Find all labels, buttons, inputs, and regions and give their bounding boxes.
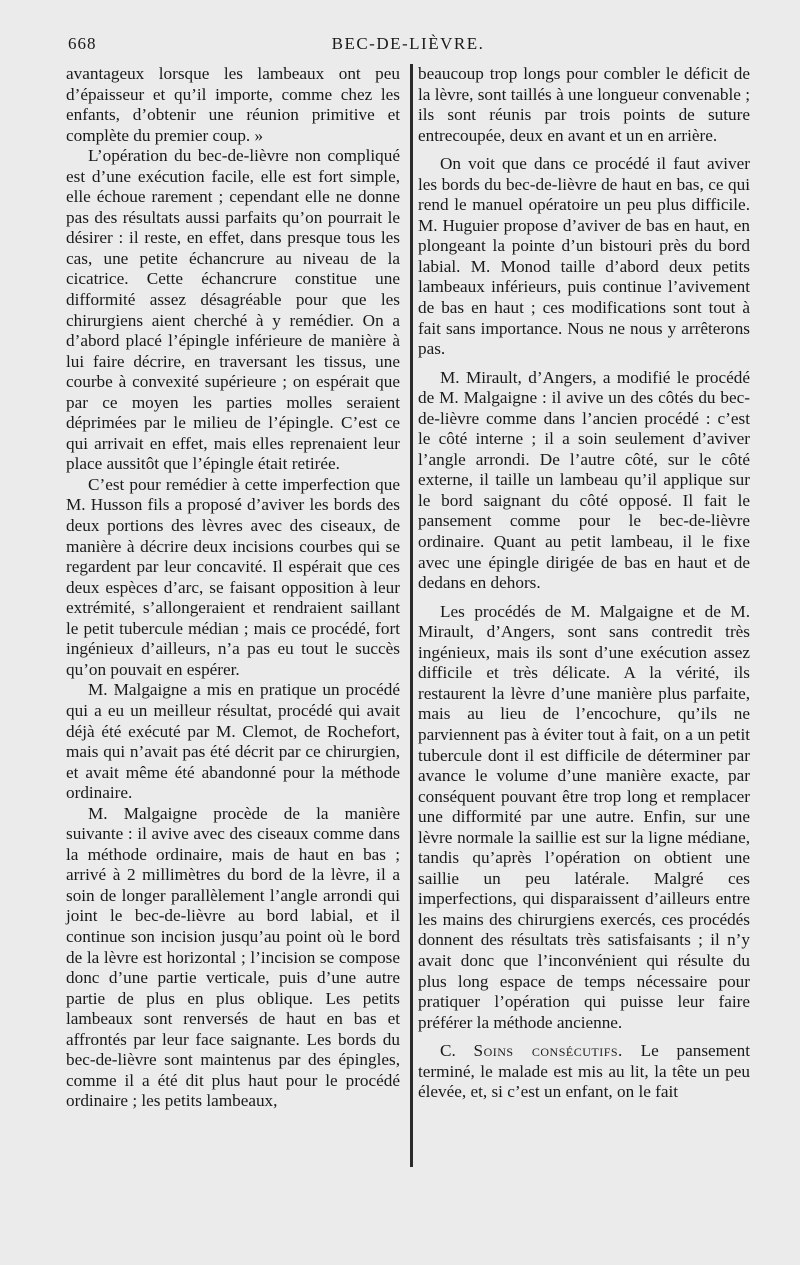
paragraph: L’opération du bec-de-lièvre non compliqué est d’une exécution facile, elle est fort simple, elle échoue rarement ; cependant elle ne donne pas des résultats aussi parfaits qu’on pourrait le désirer : il reste, en effet, dans presque tous les cas, une petite échancrure au niveau de la cicatrice. Cette échancrure constitue une difformité assez désagréable pour que les chirurgiens aient cherché à y remédier. On a d’abord placé l’épingle inférieure de manière à lui faire décrire, en traversant les tissus, une courbe à convexité supérieure ; on espérait que par ce moyen les parties molles seraient déprimées par le milieu de l’épingle. C’est ce qui arrivait en effet, mais elles reprenaient leur place aussitôt que l’épingle était retirée. — [66, 146, 400, 474]
paragraph: beaucoup trop longs pour combler le déficit de la lèvre, sont taillés à une longueur convenable ; ils sont réunis par trois points de suture entrecoupée, deux en avant et un en arrière. — [418, 64, 750, 145]
paragraph: M. Malgaigne procède de la manière suivante : il avive avec des ciseaux comme dans la méthode ordinaire, mais de haut en bas ; arrivé à 2 millimètres du bord de la lèvre, il a soin de longer parallèlement l’angle arrondi qui joint le bec-de-lièvre au bord labial, et il continue son incision jusqu’au point où le bord de la lèvre est horizontal ; l’incision se compose donc d’une partie verticale, puis d’une autre partie de plus en plus oblique. Les petits lambeaux sont renversés de haut en bas et affrontés par leur face saignante. Les bords du bec-de-lièvre sont maintenus par des épingles, comme il a été dit plus haut pour le procédé ordinaire ; les petits lambeaux, — [66, 803, 400, 1111]
paragraph: M. Mirault, d’Angers, a modifié le procédé de M. Malgaigne : il avive un des côtés du bec-de-lièvre comme dans l’ancien procédé : c’est le côté interne ; il a soin seulement d’aviver l’angle arrondi. De l’autre côté, sur le côté externe, il taille un lambeau qu’il applique sur le bord saignant du côté opposé. Il fait le pansement comme pour le bec-de-lièvre ordinaire. Quant au petit lambeau, il le fixe avec une épingle dirigée de bas en haut et de dedans en dehors. — [418, 367, 750, 593]
paragraph: avantageux lorsque les lambeaux ont peu d’épaisseur et qu’il importe, comme chez les enfants, d’obtenir une réunion primitive et complète du premier coup. » — [66, 64, 400, 145]
left-column — [66, 64, 400, 1112]
paragraph: M. Malgaigne a mis en pratique un procédé qui a eu un meilleur résultat, procédé qui avait déjà été exécuté par M. Clemot, de Rochefort, mais qui n’avait pas été décrit par ce chirurgien, et avait même été abandonné pour la méthode ordinaire. — [66, 680, 400, 803]
paragraph: Les procédés de M. Malgaigne et de M. Mirault, d’Angers, sont sans contredit très ingénieux, mais ils sont d’une exécution assez difficile et très délicate. A la vérité, ils restaurent la lèvre d’une manière plus parfaite, mais au lieu de l’encochure, qu’ils ne parviennent pas à éviter tout à fait, on a un petit tubercule dont il est difficile de déterminer par avance le volume d’une manière exacte, par conséquent pouvant être trop long et remplacer une difformité par une autre. Enfin, sur une lèvre normale la saillie est sur la ligne médiane, tandis qu’après l’opération on obtient une saillie un peu latérale. Malgré ces imperfections, qui disparaissent d’ailleurs entre les mains des chirurgiens exercés, ces procédés donnent des résultats très satisfaisants ; il n’y avait donc que l’inconvénient qui résulte du plus long espace de temps nécessaire pour pratiquer l’opération qui puisse leur faire préférer la méthode ancienne. — [418, 601, 750, 1032]
page-header — [68, 34, 748, 60]
running-title: BEC-DE-LIÈVRE. — [331, 34, 485, 53]
paragraph: On voit que dans ce procédé il faut aviver les bords du bec-de-lièvre de haut en bas, ce qui rend le manuel opératoire un peu plus difficile. M. Huguier propose d’aviver de bas en haut, en plongeant la pointe d’un bistouri près du bord labial. M. Monod taille d’abord deux petits lambeaux inférieurs, puis continue l’avivement de bas en haut ; ces modifications sont tout à fait sans importance. Nous ne nous y arrêterons pas. — [418, 154, 750, 359]
page-number: 668 — [68, 34, 97, 53]
right-column — [418, 64, 750, 1103]
section-paragraph — [418, 1041, 750, 1103]
paragraph: C’est pour remédier à cette imperfection que M. Husson fils a proposé d’aviver les bords des deux portions des lèvres avec des ciseaux, de manière à décrire deux incisions courbes qui se regardent par leur concavité. Il espérait que ces deux espèces d’arc, se faisant opposition à leur extrémité, s’allongeraient et rendraient saillant le petit tubercule médian ; mais ce procédé, fort ingénieux d’ailleurs, n’a pas eu tout le succès qu’on pouvait en espérer. — [66, 474, 400, 679]
section-marker: C. — [440, 1041, 456, 1061]
column-divider — [410, 64, 413, 1167]
section-text: Le pansement terminé, le malade est mis au lit, la tête un peu élevée, et, si c’est un enfant, on le fait — [418, 1041, 750, 1102]
section-heading: Soins consécutifs. — [473, 1041, 623, 1061]
